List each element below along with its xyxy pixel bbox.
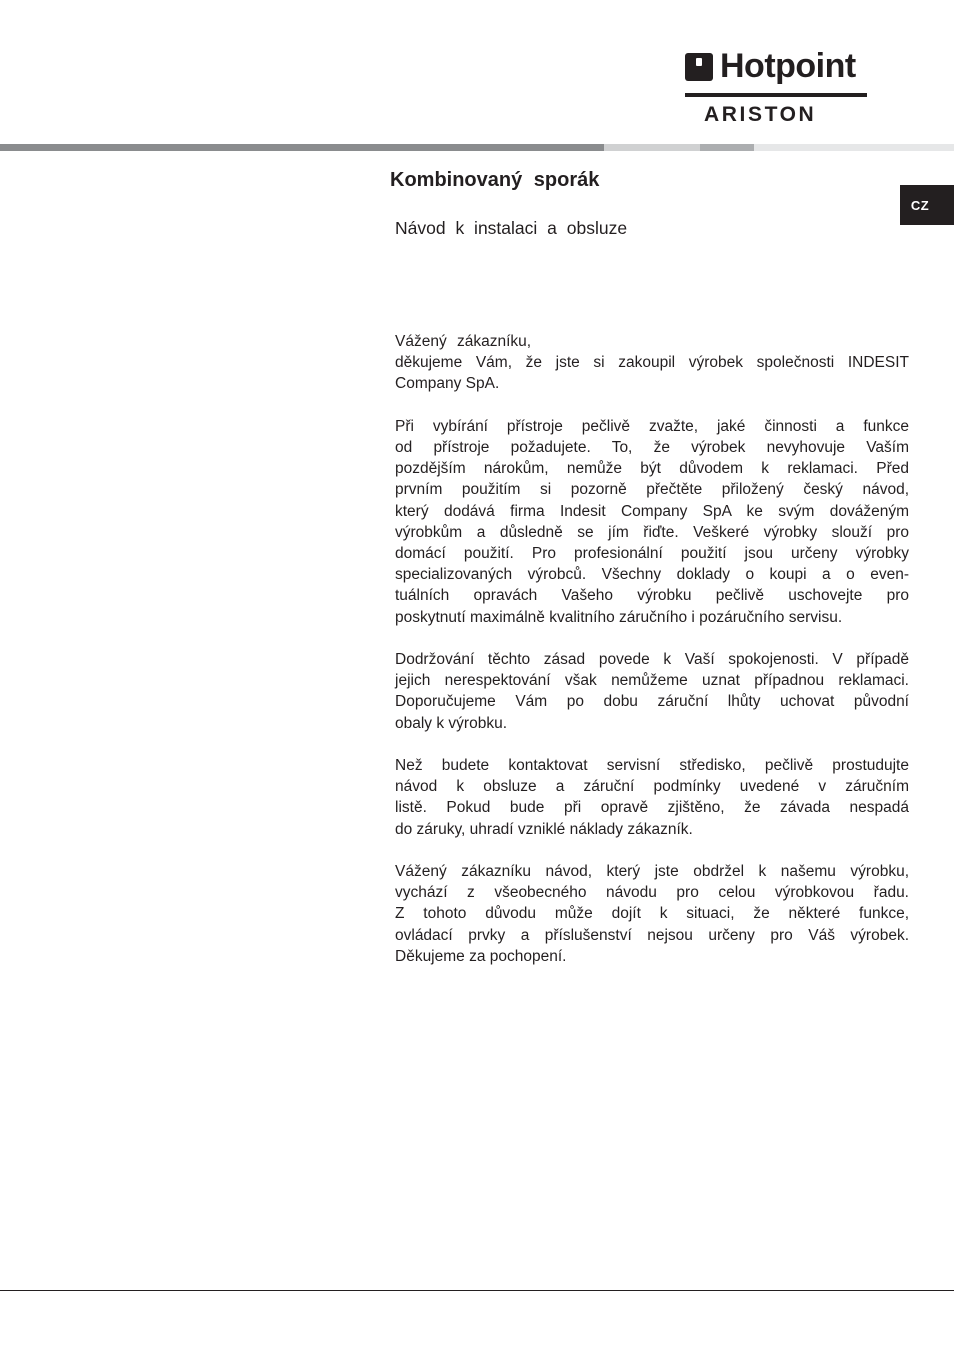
greeting-line: Vážený zákazníku, [395, 333, 532, 350]
paragraph-line: Z tohoto důvodu může dojít k situaci, že některé funkce, [395, 905, 909, 923]
body-paragraph [395, 861, 909, 967]
body-text [395, 331, 909, 988]
paragraph-line: který dodává firma Indesit Company SpA ke svým dováženým [395, 502, 909, 520]
document-subtitle: Návod k instalaci a obsluze [395, 218, 628, 238]
paragraph-line: Vážený zákazníku návod, který jste obdržel k našemu výrobku, [395, 863, 909, 881]
brand-underline [685, 93, 867, 97]
paragraph-line: výrobkům a důsledně se jím řiďte. Veškeré výrobky slouží pro [395, 523, 909, 541]
paragraph-line: pozdějším nárokům, nemůže být důvodem k reklamaci. Před [395, 460, 909, 478]
paragraph-line: jejich nerespektování však nemůžeme uznat případnou reklamaci. [395, 672, 909, 690]
header-band-segment [700, 144, 754, 151]
brand-name: Hotpoint [720, 47, 856, 85]
paragraph-line: vychází z všeobecného návodu pro celou výrobkovou řadu. [395, 884, 909, 902]
header-band-segment [604, 144, 700, 151]
paragraph-line: děkujeme Vám, že jste si zakoupil výrobek společnosti INDESIT [395, 354, 909, 372]
body-paragraph [395, 755, 909, 840]
paragraph-line: specializovaných výrobců. Všechny doklady o koupi a o even- [395, 566, 909, 584]
paragraph-line: Při vybírání přístroje pečlivě zvažte, jaké činnosti a funkce [395, 417, 909, 435]
paragraph-line: Doporučujeme Vám po dobu záruční lhůty uchovat původní [395, 693, 909, 711]
paragraph-line: tuálních opravách Vašeho výrobku pečlivě uschovejte pro [395, 587, 909, 605]
header-band-segment [754, 144, 954, 151]
paragraph-line: domácí použití. Pro profesionální použití jsou určeny výrobky [395, 545, 909, 563]
paragraph-line: do záruky, uhradí vzniklé náklady zákazník. [395, 820, 693, 838]
paragraph-line: od přístroje požadujete. To, že výrobek nevyhovuje Vaším [395, 439, 909, 456]
header-band-segment [0, 144, 604, 151]
paragraph-line: návod k obsluze a záruční podmínky uvedené v záručním [395, 778, 909, 796]
body-paragraph [395, 649, 909, 734]
paragraph-line: ovládací prvky a příslušenství nejsou určeny pro Váš výrobek. [395, 926, 909, 944]
paragraph-line: poskytnutí maximálně kvalitního záručního i pozáručního servisu. [395, 608, 843, 626]
paragraphs [395, 352, 909, 967]
paragraph-line: Děkujeme za pochopení. [395, 947, 567, 965]
brand-sub: ARISTON [704, 103, 817, 126]
brand-logo [684, 47, 868, 126]
document-title: Kombinovaný sporák [390, 169, 600, 191]
paragraph-line: obaly k výrobku. [395, 714, 507, 732]
body-paragraph [395, 352, 909, 394]
footer-rule [0, 1290, 954, 1291]
paragraph-line: Než budete kontaktovat servisní středisko, pečlivě prostudujte [395, 757, 909, 775]
paragraph-line: Dodržování těchto zásad povede k Vaší spokojenosti. V případě [395, 651, 909, 669]
paragraph-line: Company SpA. [395, 375, 500, 393]
language-tab-label: CZ [910, 197, 930, 213]
language-tab [900, 185, 954, 225]
body-paragraph [395, 416, 909, 628]
paragraph-line: prvním použitím si pozorně přečtěte přiložený český návod, [395, 481, 909, 499]
brand-mark-icon [685, 53, 713, 81]
paragraph-line: listě. Pokud bude při opravě zjištěno, že závada nespadá [395, 799, 909, 817]
